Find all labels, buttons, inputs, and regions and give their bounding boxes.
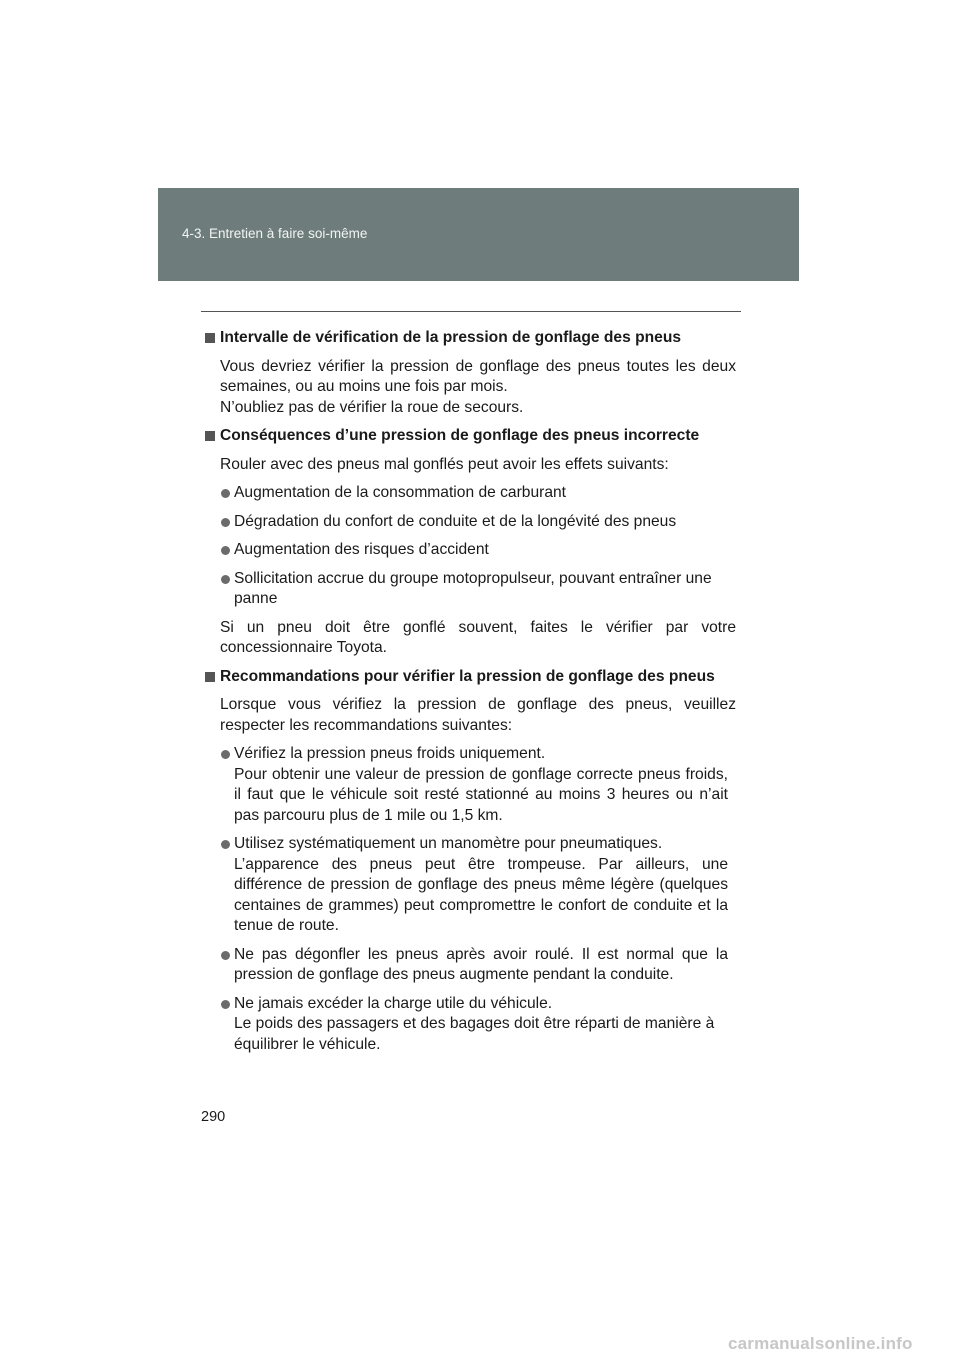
bullet-dot-icon	[221, 750, 230, 759]
main-content	[204, 328, 736, 1063]
divider	[201, 311, 741, 312]
square-bullet-icon	[205, 672, 215, 682]
list-item: Ne pas dégonfler les pneus après avoir roulé. Il est normal que la pression de gonflage des pneus augmente pendant la conduite.	[220, 945, 736, 986]
header-band	[158, 188, 799, 281]
paragraph: Lorsque vous vérifiez la pression de gonflage des pneus, veuillez respecter les recommandations suivantes:	[220, 696, 736, 734]
list-item: Ne jamais excéder la charge utile du véhicule. Le poids des passagers et des bagages doit être réparti de manière à équilibrer le véhicule.	[220, 994, 736, 1056]
paragraph: Si un pneu doit être gonflé souvent, faites le vérifier par votre concessionnaire Toyota.	[220, 618, 736, 656]
section-heading-3: Recommandations pour vérifier la pression de gonflage des pneus	[204, 667, 736, 688]
bullet-dot-icon	[221, 489, 230, 498]
watermark: carmanualsonline.info	[728, 1334, 913, 1353]
bullet-dot-icon	[221, 518, 230, 527]
list-item: Dégradation du confort de conduite et de la longévité des pneus	[220, 512, 736, 533]
bullet-dot-icon	[221, 575, 230, 584]
bullet-dot-icon	[221, 1000, 230, 1009]
square-bullet-icon	[205, 431, 215, 441]
section-title: 4-3. Entretien à faire soi-même	[182, 226, 368, 241]
bullet-dot-icon	[221, 951, 230, 960]
square-bullet-icon	[205, 333, 215, 343]
list-item: Augmentation de la consommation de carburant	[220, 483, 736, 504]
list-item: Vérifiez la pression pneus froids uniquement. Pour obtenir une valeur de pression de gonflage correcte pneus froids, il faut que le véhicule soit resté stationné au moins 3 heures ou n’ait pas parcouru plus de 1 mile ou 1,5 km.	[220, 744, 736, 826]
section-heading-2: Conséquences d’une pression de gonflage des pneus incorrecte	[204, 426, 736, 447]
bullet-dot-icon	[221, 840, 230, 849]
list-item: Sollicitation accrue du groupe motopropulseur, pouvant entraîner une panne	[220, 569, 736, 610]
paragraph: Rouler avec des pneus mal gonflés peut avoir les effets suivants:	[220, 455, 669, 473]
list-item: Augmentation des risques d’accident	[220, 540, 736, 561]
page-number: 290	[201, 1109, 226, 1125]
section-heading-1: Intervalle de vérification de la pression de gonflage des pneus	[204, 328, 736, 349]
paragraph: Vous devriez vérifier la pression de gonflage des pneus toutes les deux semaines, ou au moins une fois par mois. N’oubliez pas de vérifier la roue de secours.	[220, 357, 736, 416]
bullet-dot-icon	[221, 546, 230, 555]
list-item: Utilisez systématiquement un manomètre pour pneumatiques. L’apparence des pneus peut être trompeuse. Par ailleurs, une différence de pression de gonflage des pneus même légère (quelques centaines de grammes) peut compromettre le confort de conduite et la tenue de route.	[220, 834, 736, 937]
